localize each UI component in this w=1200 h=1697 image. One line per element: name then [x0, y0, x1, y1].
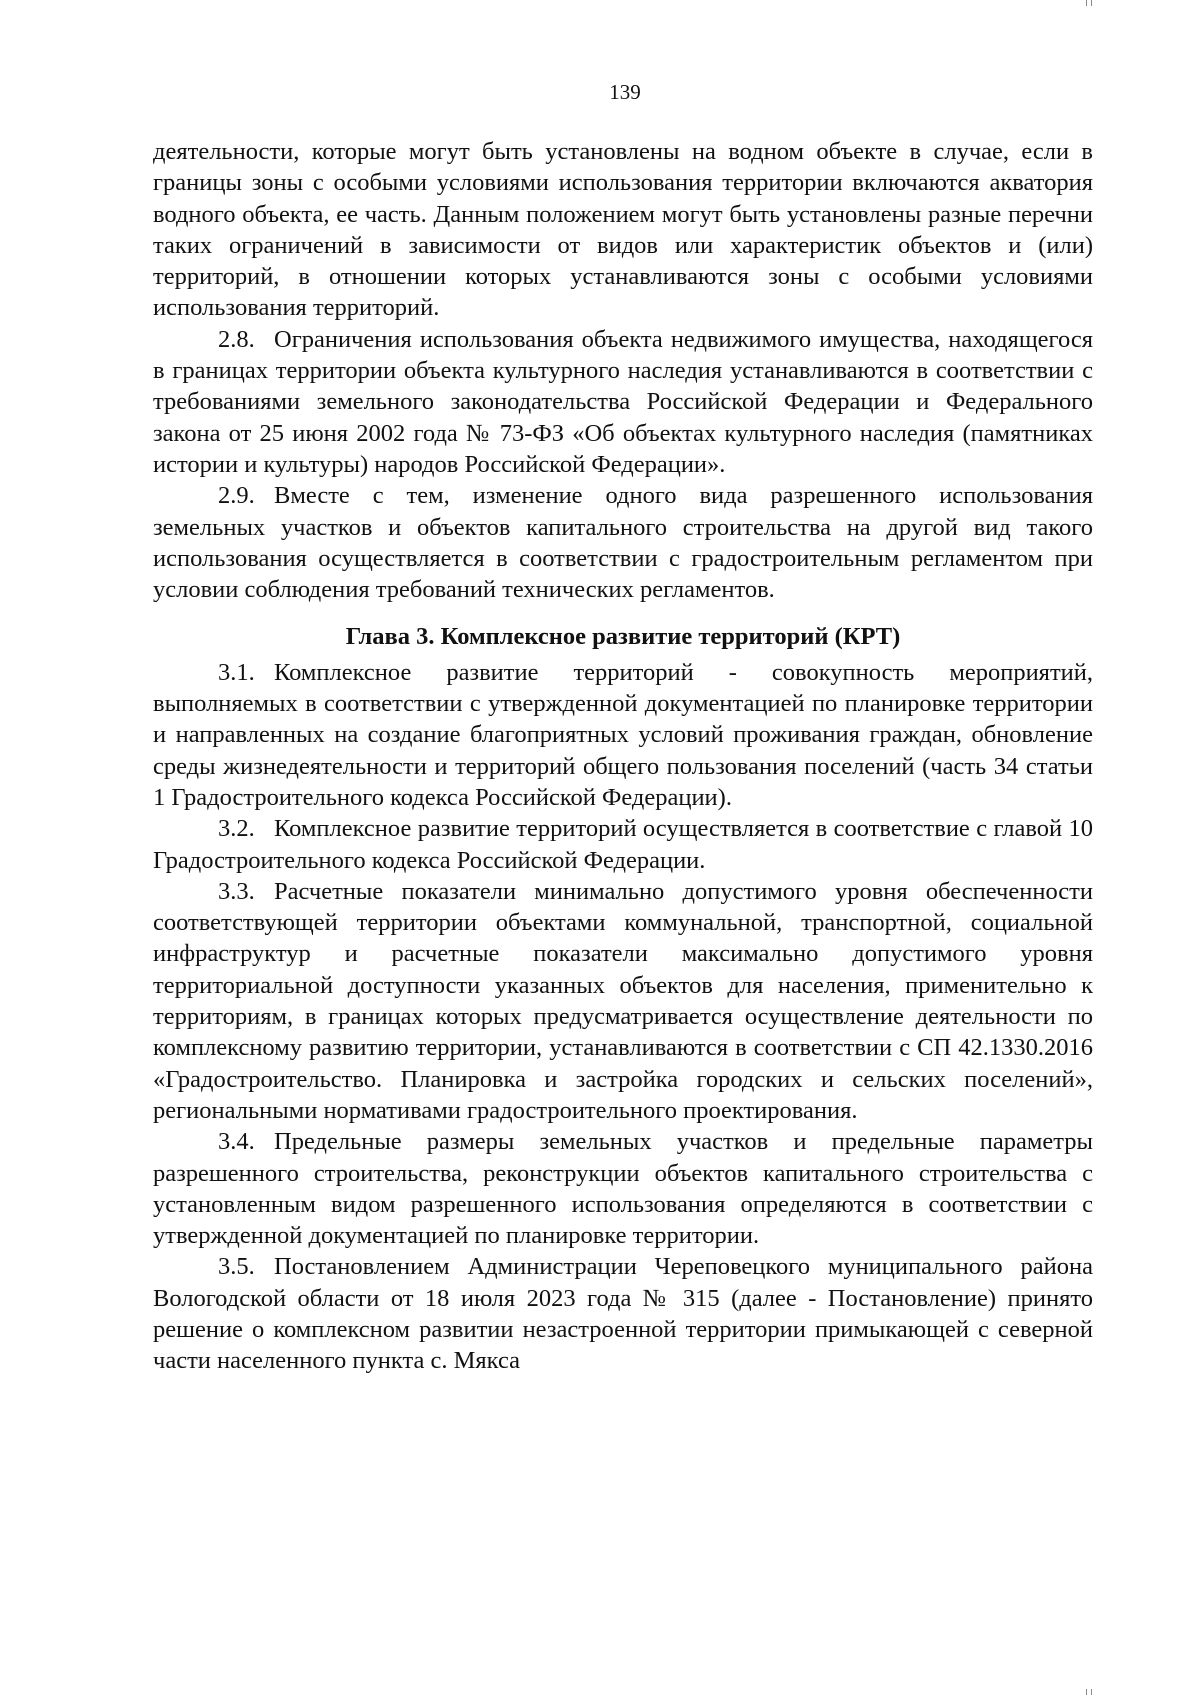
clause-number: 3.2. — [218, 815, 255, 843]
paragraph-text: деятельности, которые могут быть установлены на водном объекте в случае, если в границы зоны с особыми условиями использования территории включаются акватория водного объекта, ее часть. Данным положением могут быть установлены разные перечни таких ограничений в зависимости от видов или характеристик объектов и (или) территорий, в отношении которых устанавливаются зоны с особыми условиями использования территорий. — [153, 138, 1093, 322]
clause-3-2 — [153, 813, 1093, 876]
clause-number: 3.4. — [218, 1128, 255, 1156]
clause-text: Комплексное развитие территорий осуществляется в соответствие с главой 10 Градостроительного кодекса Российской Федерации. — [153, 815, 1093, 874]
clause-3-3 — [153, 876, 1093, 1126]
chapter-3-heading: Глава 3. Комплексное развитие территорий (КРТ) — [345, 623, 901, 651]
document-body — [153, 136, 1093, 1377]
scan-artifact — [1086, 1689, 1087, 1695]
scan-artifact — [1091, 0, 1092, 6]
clause-number: 2.9. — [218, 482, 255, 510]
clause-number: 3.1. — [218, 658, 255, 686]
clause-3-5 — [153, 1251, 1093, 1376]
clause-text: Предельные размеры земельных участков и предельные параметры разрешенного строительства, реконструкции объектов капитального строительства с установленным видом разрешенного использования определяются в соответствии с утвержденной документацией по планировке территории. — [153, 1128, 1093, 1250]
paragraph-continuation — [153, 136, 1093, 324]
clause-3-1 — [153, 657, 1093, 813]
clause-2-9 — [153, 480, 1093, 605]
clause-text: Ограничения использования объекта недвижимого имущества, находящегося в границах территории объекта культурного наследия устанавливаются в соответствии с требованиями земельного законодательства Российской Федерации и Федерального закона от 25 июня 2002 года № 73-ФЗ «Об объектах культурного наследия (памятниках истории и культуры) народов Российской Федерации». — [153, 325, 1093, 478]
clause-3-4 — [153, 1126, 1093, 1251]
scan-artifact — [1086, 0, 1087, 6]
clause-number: 3.3. — [218, 877, 255, 905]
scan-artifact — [1091, 1689, 1092, 1695]
clause-text: Постановлением Администрации Череповецкого муниципального района Вологодской области от 18 июля 2023 года № 315 (далее - Постановление) принято решение о комплексном развитии незастроенной территории примыкающей с северной части населенного пункта с. Мякса — [153, 1253, 1093, 1375]
clause-number: 3.5. — [218, 1253, 255, 1281]
clause-text: Комплексное развитие территорий - совокупность мероприятий, выполняемых в соответствии с утвержденной документацией по планировке территории и направленных на создание благоприятных условий проживания граждан, обновление среды жизнедеятельности и территорий общего пользования поселений (часть 34 статьи 1 Градостроительного кодекса Российской Федерации). — [153, 658, 1093, 811]
page-number: 139 — [609, 80, 641, 104]
clause-text: Расчетные показатели минимально допустимого уровня обеспеченности соответствующей территории объектами коммунальной, транспортной, социальной инфраструктур и расчетные показатели максимально допустимого уровня территориальной доступности указанных объектов для населения, применительно к территориям, в границах которых предусматривается осуществление деятельности по комплексному развитию территории, устанавливаются в соответствии с СП 42.1330.2016 «Градостроительство. Планировка и застройка городских и сельских поселений», региональными нормативами градостроительного проектирования. — [153, 877, 1093, 1124]
clause-2-8 — [153, 324, 1093, 480]
clause-text: Вместе с тем, изменение одного вида разрешенного использования земельных участков и объектов капитального строительства на другой вид такого использования осуществляется в соответствии с градостроительным регламентом при условии соблюдения требований технических регламентов. — [153, 482, 1093, 604]
clause-number: 2.8. — [218, 325, 255, 353]
